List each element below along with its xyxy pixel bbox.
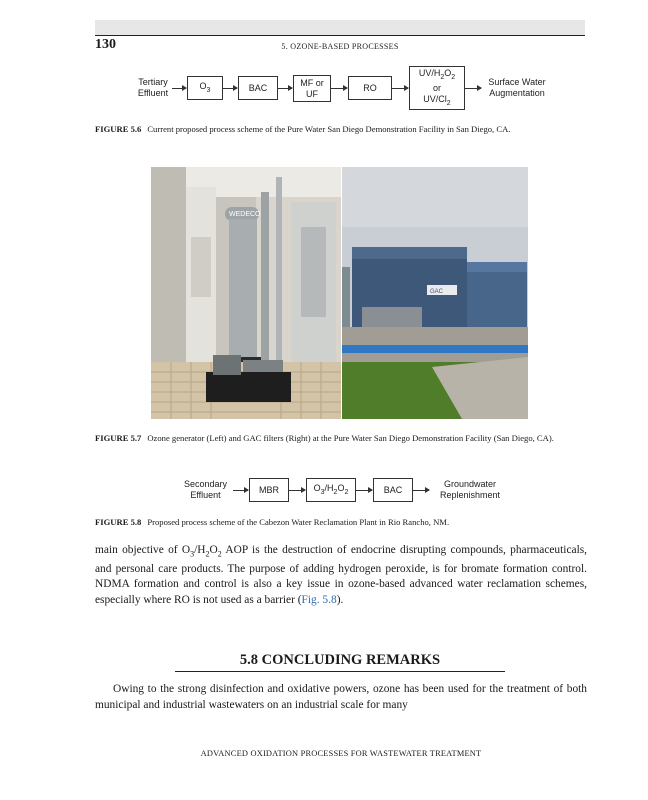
section-heading: 5.8 CONCLUDING REMARKS	[239, 652, 441, 668]
figure-5-6-text: Current proposed process scheme of the Pure Water San Diego Demonstration Facility in San Diego, CA.	[147, 124, 511, 134]
fig58-input-line2: Effluent	[190, 490, 221, 500]
figure-5-8-text: Proposed process scheme of the Cabezon Water Reclamation Plant in Rio Rancho, NM.	[147, 517, 450, 527]
wedeco-sign: WEDECO	[229, 211, 261, 218]
fig56-box-ozone: $O_3$	[187, 76, 223, 100]
page-footer: ADVANCED OXIDATION PROCESSES FOR WASTEWATER TREATMENT	[200, 749, 482, 758]
fig56-box-ro: RO	[348, 76, 392, 100]
fig58-box-mbr: MBR	[249, 478, 289, 502]
fig56-box-mf-uf: MF or UF	[293, 75, 331, 102]
fig56-box-bac: BAC	[238, 76, 278, 100]
gac-sign: GAC	[430, 289, 444, 295]
fig58-arrow-1	[233, 490, 248, 491]
page-number: 130	[95, 37, 116, 52]
fig-5-8-link[interactable]: Fig. 5.8	[301, 594, 337, 607]
fig58-arrow-2	[289, 490, 305, 491]
figure-5-8-label: FIGURE 5.8	[95, 517, 142, 527]
fig56-input-line1: Tertiary	[138, 77, 168, 87]
fig56-box-uv: $UV/H_2O_2$ or $UV/Cl_2$	[409, 66, 465, 110]
figure-5-7-label: FIGURE 5.7	[95, 433, 142, 443]
fig58-arrow-3	[356, 490, 372, 491]
fig58-box-ozone-peroxide: $O_3/H_2O_2$	[306, 478, 356, 502]
body-paragraph: main objective of $O_3/H_2O_2$ AOP is the destruction of endocrine disrupting compounds, pharmaceuticals, and personal care products. The purpose of adding hydrogen peroxide, is for bromate formation control. NDMA formation and control is also a key issue in ozone-based advanced water reclamation schemes, especially where RO is not used as a barrier (Fig. 5.8).	[95, 544, 588, 607]
fig56-output-line1: Surface Water	[488, 77, 546, 87]
fig56-input-line2: Effluent	[137, 88, 169, 98]
fig58-output-line2: Replenishment	[439, 490, 501, 500]
fig58-arrow-4	[413, 490, 429, 491]
fig58-input-label	[178, 479, 233, 501]
figure-5-7-text: Ozone generator (Left) and GAC filters (Right) at the Pure Water San Diego Demonstration Facility (San Diego, CA).	[147, 433, 554, 443]
figure-5-8-caption	[95, 516, 587, 528]
section-paragraph: Owing to the strong disinfection and oxidative powers, ozone has been used for the treatment of both municipal and industrial wastewaters on an industrial scale for many	[95, 683, 587, 711]
figure-5-6-label: FIGURE 5.6	[95, 124, 142, 134]
section-rule	[175, 671, 505, 672]
fig58-box-bac: BAC	[373, 478, 413, 502]
fig58-input-line1: Secondary	[183, 479, 228, 489]
fig56-output-line2: Augmentation	[489, 88, 545, 98]
fig58-output-line1: Groundwater	[443, 479, 497, 489]
running-head: 5. OZONE-BASED PROCESSES	[281, 42, 399, 51]
fig58-output-label	[430, 479, 510, 501]
